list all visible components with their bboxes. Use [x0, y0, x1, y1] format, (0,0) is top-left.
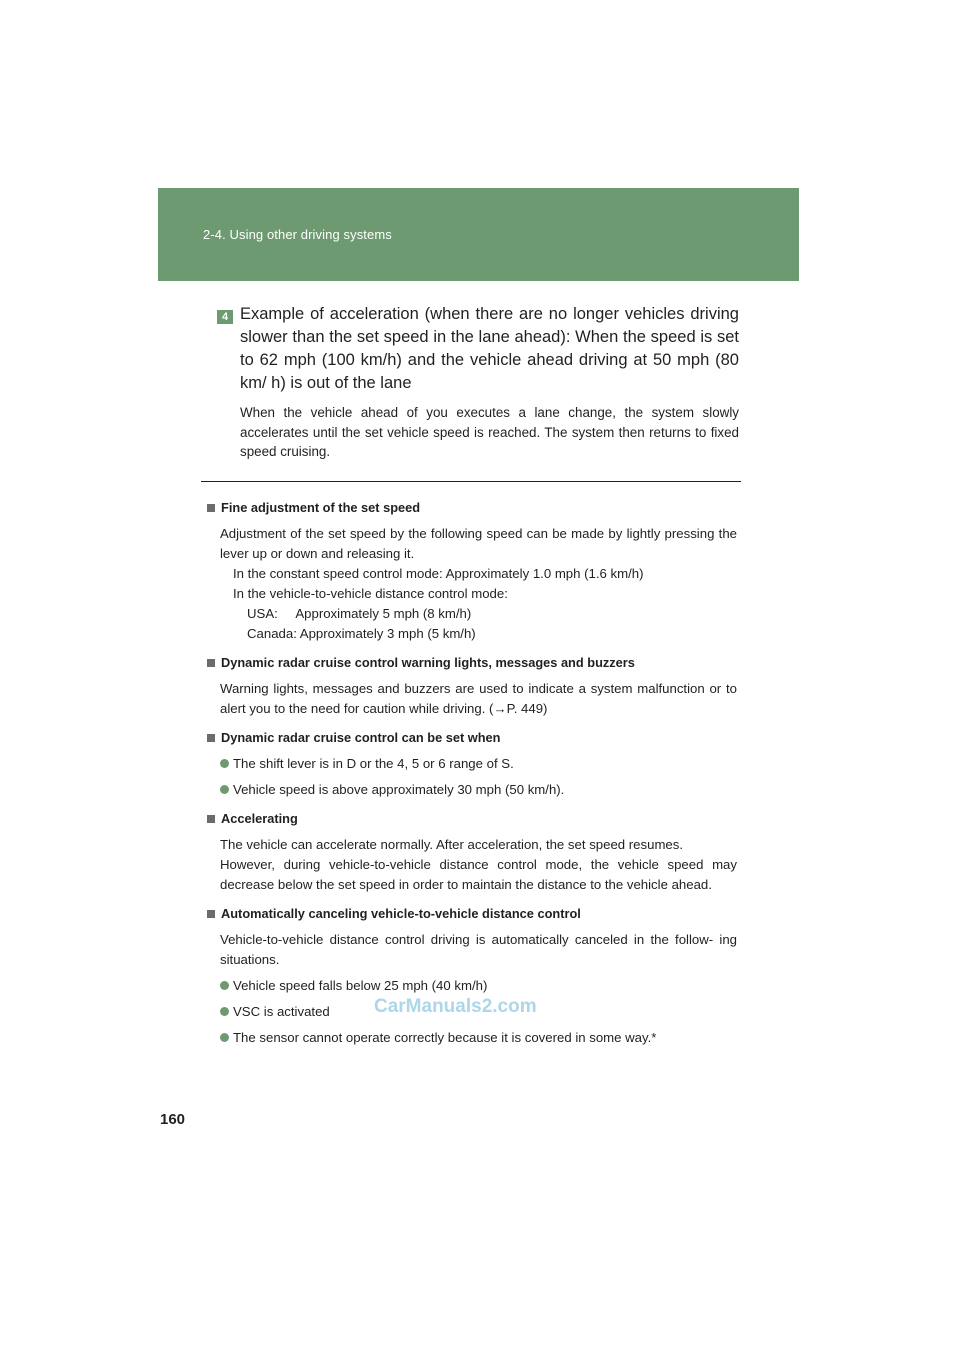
circle-bullet-icon [220, 759, 229, 768]
step-heading: Example of acceleration (when there are no longer vehicles driving slower than the set speed in the lane ahead): When the speed is set to 62 mph (100 km/h) and the vehicle ahead driving at 50 mph (80 km/ h) is out of the lane [240, 305, 739, 392]
list-item: VSC is activated [220, 1002, 737, 1022]
circle-bullet-icon [220, 785, 229, 794]
page-number: 160 [160, 1111, 186, 1128]
circle-bullet-icon [220, 981, 229, 990]
notes-section [207, 498, 737, 1048]
note-paragraph: However, during vehicle-to-vehicle distance control mode, the vehicle speed may decrease below the set speed in order to maintain the distance to the vehicle ahead. [220, 857, 737, 892]
list-item: The shift lever is in D or the 4, 5 or 6 range of S. [220, 754, 737, 774]
step-4 [217, 303, 739, 462]
note-title-can-set: Dynamic radar cruise control can be set when [207, 728, 737, 748]
note-line: In the constant speed control mode: Approximately 1.0 mph (1.6 km/h) [233, 566, 644, 581]
note-title-accelerating: Accelerating [207, 809, 737, 829]
note-title-auto-cancel: Automatically canceling vehicle-to-vehicle distance control [207, 904, 737, 924]
list-item: The sensor cannot operate correctly because it is covered in some way.* [220, 1028, 737, 1048]
section-header-band [158, 188, 799, 281]
square-bullet-icon [207, 504, 215, 512]
square-bullet-icon [207, 815, 215, 823]
circle-bullet-icon [220, 1033, 229, 1042]
square-bullet-icon [207, 659, 215, 667]
note-paragraph: The vehicle can accelerate normally. After acceleration, the set speed resumes. [220, 837, 684, 852]
watermark: CarManuals2.com [374, 996, 537, 1017]
note-line-canada: Canada: Approximately 3 mph (5 km/h) [247, 626, 476, 641]
list-item: Vehicle speed is above approximately 30 mph (50 km/h). [220, 780, 737, 800]
note-paragraph: Adjustment of the set speed by the following speed can be made by lightly pressing the lever up or down and releasing it. [220, 526, 737, 561]
step-number-badge: 4 [217, 310, 233, 324]
note-line-usa: USA: Approximately 5 mph (8 km/h) [247, 606, 472, 621]
square-bullet-icon [207, 734, 215, 742]
note-paragraph: Vehicle-to-vehicle distance control driving is automatically canceled in the follow- ing situations. [220, 932, 737, 967]
square-bullet-icon [207, 910, 215, 918]
note-title-fine-adjustment: Fine adjustment of the set speed [207, 498, 737, 518]
list-item: Vehicle speed falls below 25 mph (40 km/h) [220, 976, 737, 996]
step-body: When the vehicle ahead of you executes a lane change, the system slowly accelerates until the set vehicle speed is reached. The system then returns to fixed speed cruising. [240, 405, 739, 459]
note-line: In the vehicle-to-vehicle distance control mode: [233, 586, 508, 601]
note-paragraph: Warning lights, messages and buzzers are used to indicate a system malfunction or to alert you to the need for caution while driving. (→P. 449) [220, 681, 737, 716]
divider-rule [201, 481, 741, 482]
note-title-warning: Dynamic radar cruise control warning lights, messages and buzzers [207, 653, 737, 673]
circle-bullet-icon [220, 1007, 229, 1016]
section-title: 2-4. Using other driving systems [203, 227, 392, 242]
